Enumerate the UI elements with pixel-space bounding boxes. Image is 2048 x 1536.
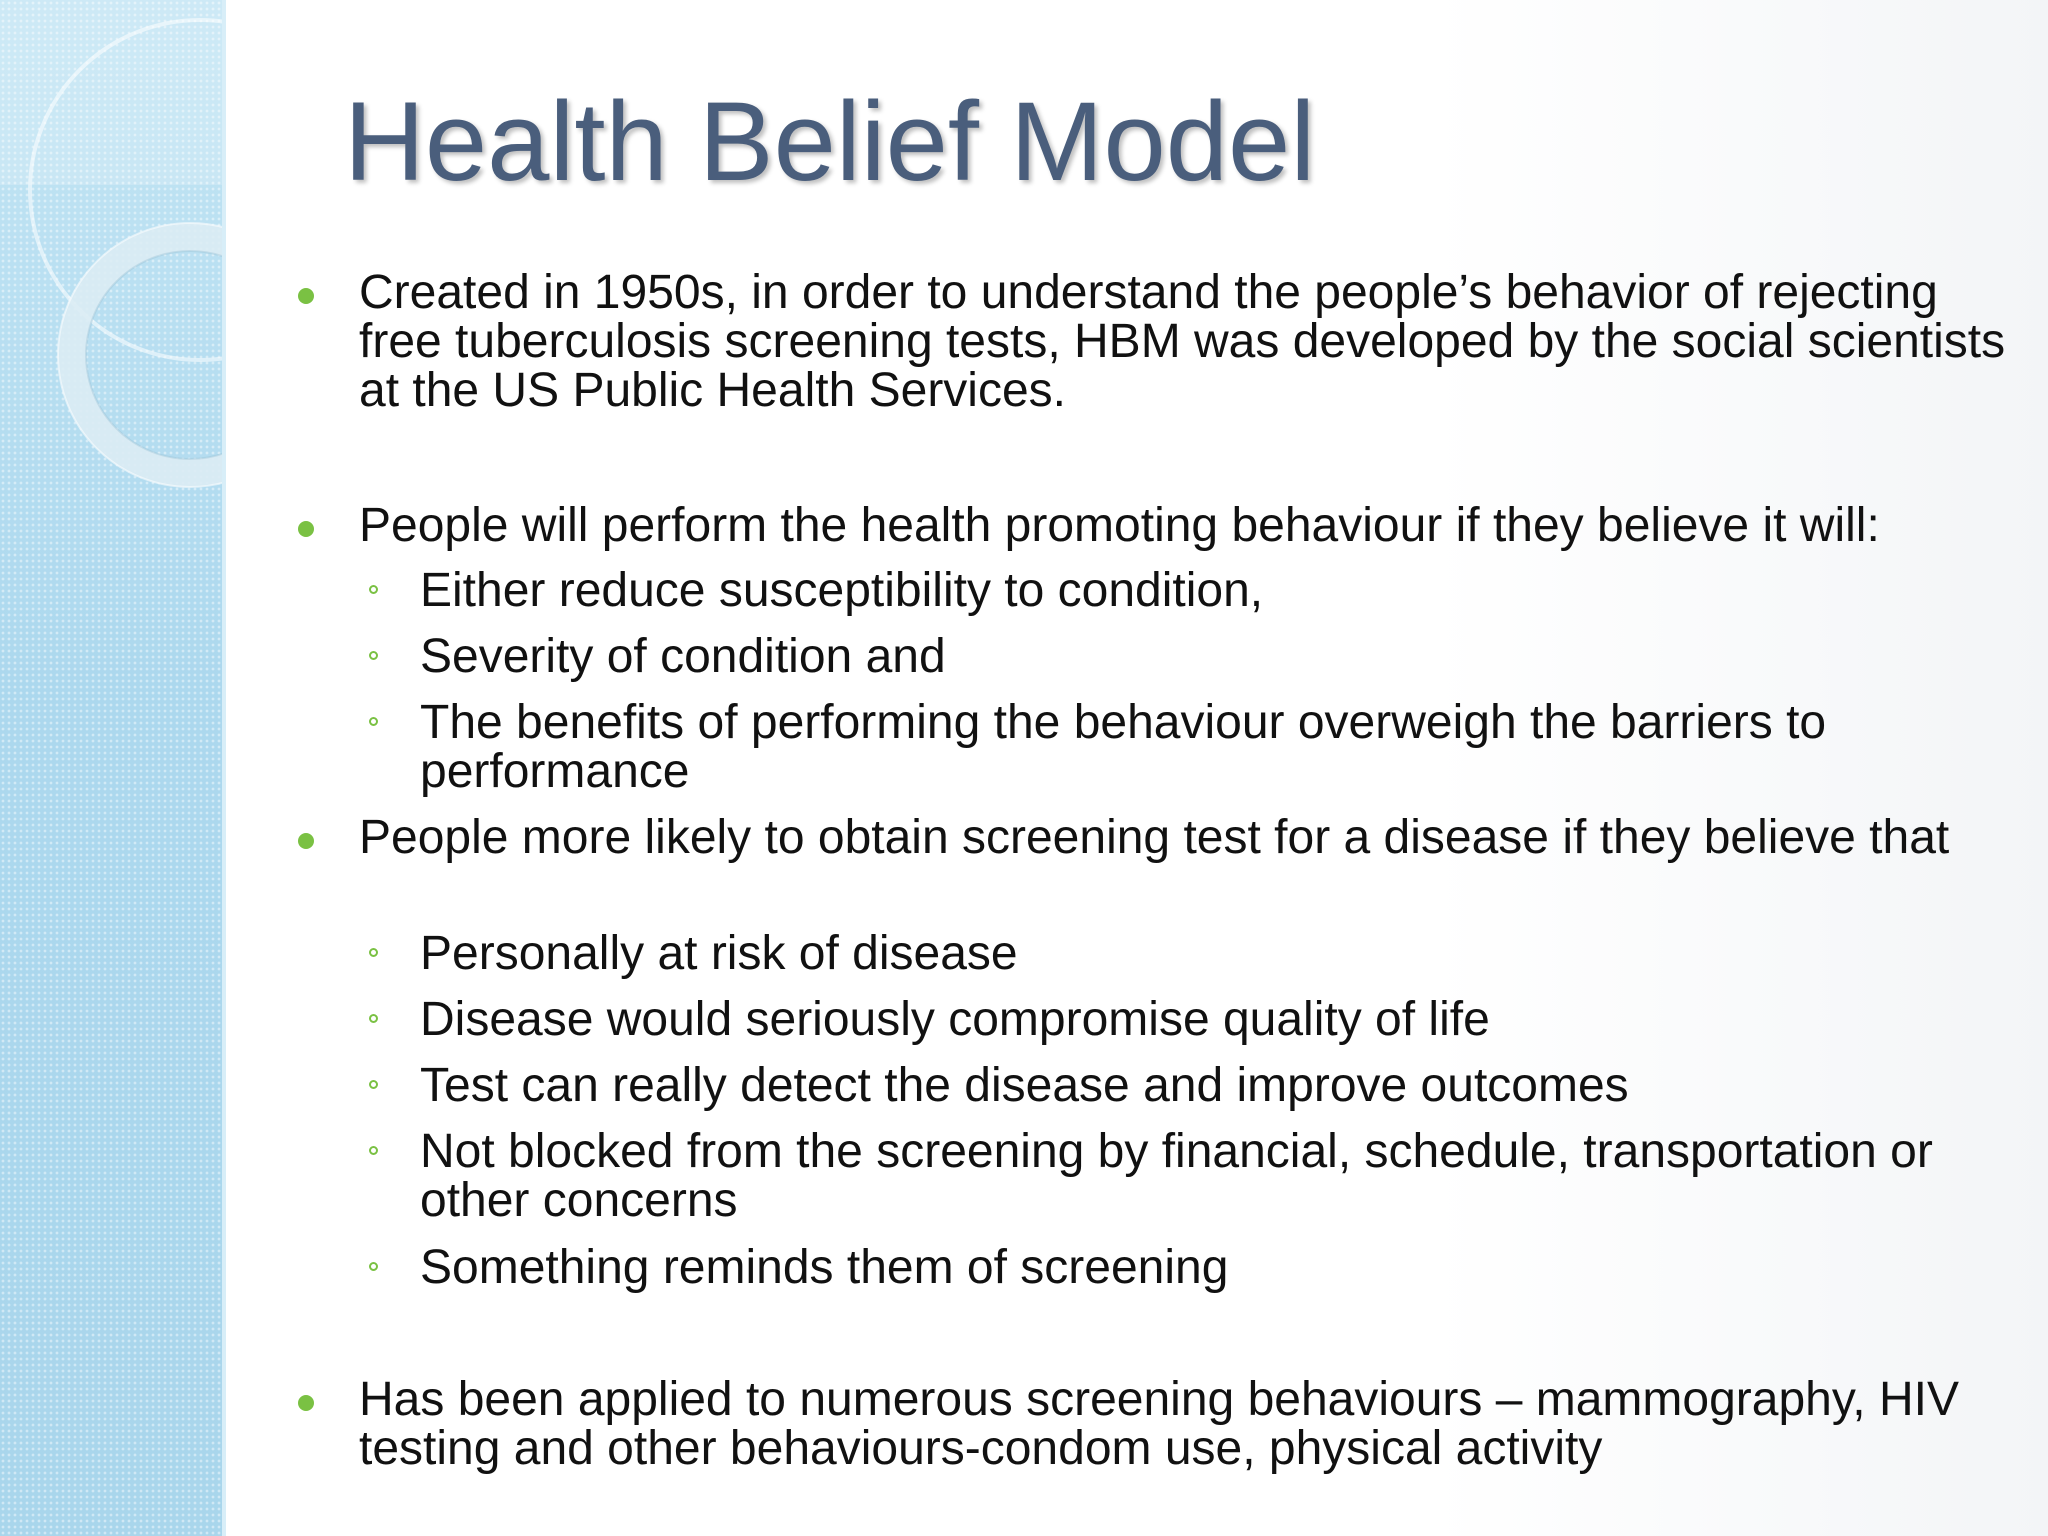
bullet-text: People more likely to obtain screening test for a disease if they believe that [359,811,1950,864]
sub-bullet-marker [369,585,378,594]
side-band-edge [222,0,226,1536]
sub-bullet-text: Test can really detect the disease and improve outcomes [420,1059,1629,1112]
bullet-text: People will perform the health promoting behaviour if they believe it will: [359,499,1880,552]
sub-bullet-marker [369,948,378,957]
sub-bullet-text: Something reminds them of screening [420,1241,1229,1294]
sub-bullet-marker [369,1014,378,1023]
sub-bullet-marker [369,717,378,726]
sub-bullet-text: The benefits of performing the behaviour overweigh the barriers to performance [420,696,1827,798]
slide-title: Health Belief Model [344,79,1316,204]
sub-bullet-text: Not blocked from the screening by financial, schedule, transportation or other concerns [420,1125,1933,1227]
decorative-side-band [0,0,226,1536]
sub-bullet-text: Disease would seriously compromise quality of life [420,993,1490,1046]
sub-bullet-marker [369,1262,378,1271]
sub-bullet-text: Severity of condition and [420,630,946,683]
bullet-marker [298,833,314,849]
bullet-marker [298,1395,314,1411]
bullet-text: Created in 1950s, in order to understand the people’s behavior of rejecting free tuberculosis screening tests, HBM was developed by the social scientists at the US Public Health Services. [359,266,2006,417]
decorative-rings-graphic [0,0,226,1536]
sub-bullet-marker [369,1080,378,1089]
sub-bullet-marker [369,651,378,660]
bullet-text: Has been applied to numerous screening behaviours – mammography, HIV testing and other behaviours-condom use, physical activity [359,1373,1959,1475]
bullet-marker [298,288,314,304]
sub-bullet-text: Either reduce susceptibility to condition, [420,564,1264,617]
bullet-marker [298,521,314,537]
sub-bullet-text: Personally at risk of disease [420,927,1018,980]
sub-bullet-marker [369,1146,378,1155]
